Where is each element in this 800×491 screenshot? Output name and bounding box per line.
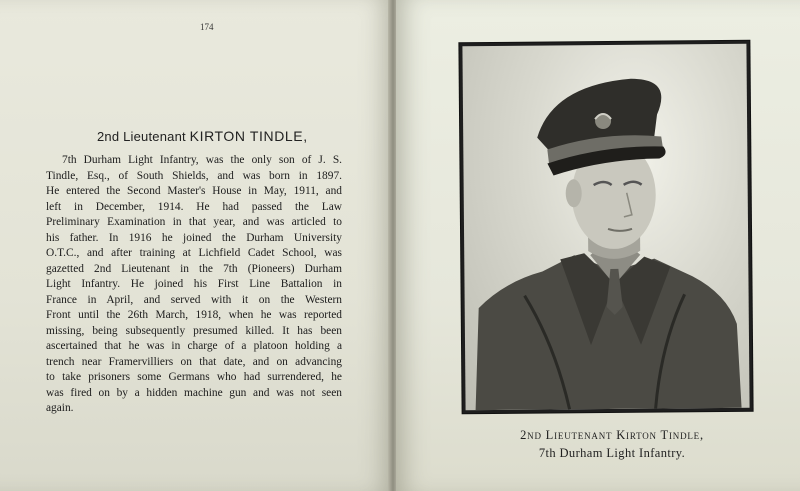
bio-line: ascertained that he was in charge of a platoon holding a xyxy=(46,340,342,352)
caption-name: 2nd Lieutenant Kirton Tindle, xyxy=(520,428,704,442)
bio-line: 7th Durham Light Infantry, was the only son of J. S. xyxy=(62,154,342,166)
bio-line: missing, being subsequently presumed killed. It has been xyxy=(46,324,342,337)
bio-line: to take prisoners some Germans who had surrendered, he xyxy=(46,371,342,383)
bio-line: France in April, and served with it on the Western xyxy=(46,293,342,306)
heading-name: KIRTON TINDLE, xyxy=(189,128,308,144)
memorial-heading xyxy=(97,128,308,144)
bio-line: Light Infantry. He joined his First Line Battalion in xyxy=(46,278,342,290)
bio-line: was fired on by a hidden machine gun and was not seen xyxy=(46,386,342,399)
bio-line: Tindle, Esq., of South Shields, and was born in 1897. xyxy=(46,169,342,182)
bio-line: left in December, 1914. He had passed the Law xyxy=(46,200,342,213)
bio-line: gazetted 2nd Lieutenant in the 7th (Pioneers) Durham xyxy=(46,262,342,275)
portrait-caption xyxy=(472,428,752,461)
bio-line: Preliminary Examination in that year, and was articled to xyxy=(46,216,342,228)
portrait-illustration xyxy=(462,44,749,410)
bio-line: again. xyxy=(46,402,74,414)
bio-line: He entered the Second Master's House in May, 1911, and xyxy=(46,185,342,197)
portrait-photo xyxy=(462,44,749,410)
bio-line: O.T.C., and after training at Lichfield Cadet School, was xyxy=(46,247,342,259)
left-page xyxy=(0,0,392,491)
biography-text xyxy=(46,153,342,417)
caption-regiment: 7th Durham Light Infantry. xyxy=(538,446,686,460)
bio-line: his father. In 1916 he joined the Durham University xyxy=(46,231,342,244)
bio-line: trench near Framervilliers on that date, and on advancing xyxy=(46,355,342,368)
page-number: 174 xyxy=(200,22,214,32)
bio-line: Front until the 26th March, 1918, when he was reported xyxy=(46,309,342,321)
portrait-photo-frame xyxy=(459,41,752,414)
heading-rank: 2nd Lieutenant xyxy=(97,129,186,144)
